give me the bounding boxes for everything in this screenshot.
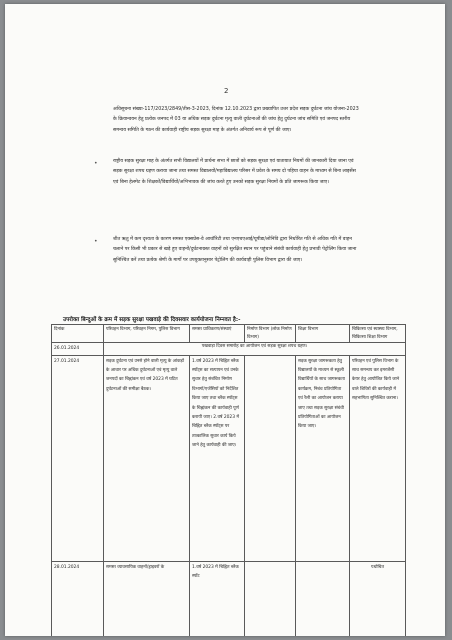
cell-health: परिवहन एवं पुलिस विभाग के साथ समन्वय कर इमरजेंसी केयर हेतु आयोजित किये जाने वाले शिविरों की कार्यवाही में सहभागिता सुनिश्चित कराना। (350, 355, 406, 561)
header-construction: निर्माण विभाग (लोक निर्माण विभाग) (245, 325, 296, 343)
cell-transport-police: सड़क दुर्घटना एवं उनसे होने वाली मृत्यु के आंकड़ों के आधार पर अधिक दुर्घटनाओं एवं मृत्यु वाले जनपदों का चिह्नांकन एवं वर्ष 2023 में घटित दुर्घटनाओं की समीक्षा बैठक। (104, 355, 190, 561)
bullet-paragraph-winter-patrolling: शीत ऋतु में कम दृश्यता के कारण समस्त एक्सप्रेस-वे आथॉरिटी तथा एनएचएआई/यूपीडा/लोनिवि द्वारा निर्धारित गति से अधिक गति में वाहन चलाने पर किसी भी प्रकार से खड़े हुए वाहनों/दुर्घटनाग्रस्त वाहनों को सुरक्षित स्थान पर पहुंचाने संबंधी कार्यवाही हेतु प्रभावी पेट्रोलिंग किया जाना सुनिश्चित करें तथा प्रत्येक श्रेणी के मार्गों पर उपयुक्तानुसार पेट्रोलिंग की कार्यवाही पुलिस विभाग द्वारा की जाए। (113, 237, 357, 263)
table-header-row (52, 325, 406, 343)
cell-construction (245, 355, 296, 561)
bullet-paragraph-school-awareness: राष्ट्रीय सड़क सुरक्षा माह के अंतर्गत सभी विद्यालयों में प्रार्थना सभा में छात्रों को सड़क सुरक्षा एवं यातायात नियमों की जानकारी दिया जाना एवं सड़क सुरक्षा शपथ ग्रहण कराया जाना तथा समस्त विद्यालयों/महाविद्यालय परिसर में प्रवेश के समय दो पहिया वाहन के माध्यम से बिना लाइसेंस एवं बिना हेलमेट के शिक्षकों/विद्यार्थियों/अभिभावक की जांच करते हुए उनको सड़क सुरक्षा नियमों के प्रति जागरूक किया जाए। (113, 159, 356, 185)
intro-paragraph: अधिसूचना संख्या-117/2023/2849/तीस-3-2023, दिनांक 12.10.2023 द्वारा प्रख्यापित उत्तर प्रदेश सड़क दुर्घटना जांच योजना-2023 के क्रियान्वयन हेतु प्रत्येक जनपद में 03 या अधिक सड़क दुर्घटना मृत्यु वाली दुर्घटनाओं की जांच हेतु दुर्घटना जांच समिति एवं जनपद स्तरीय समन्वय समिति के गठन की कार्यवाही राष्ट्रीय सड़क सुरक्षा माह के अंतर्गत अनिवार्य रूप से पूर्ण की जाए। (113, 107, 359, 133)
cell-education: सड़क सुरक्षा जागरूकता हेतु विद्यालयों के माध्यम से स्कूली विद्यार्थियों के साथ जागरूकता कार्यक्रम, निबंध प्रतियोगिता एवं रैली का आयोजन कराया जाए तथा सड़क सुरक्षा संबंधी प्रतियोगिताओं का आयोजन किया जाए। (296, 355, 350, 561)
action-plan-table (51, 324, 406, 636)
header-date: दिनांक (52, 325, 104, 343)
table-row (52, 561, 406, 636)
table-row (52, 343, 406, 355)
header-health: चिकित्सा एवं स्वास्थ्य विभाग, चिकित्सा शिक्षा विभाग (350, 325, 406, 343)
cell-date: 26.01.2024 (52, 343, 104, 355)
cell-authorities: 1.वर्ष 2023 में चिह्नित ब्लैक स्पॉट्स का सत्यापन एवं उनके सुधार हेतु संबंधित निर्माण विभागों/एजेंसियों को निर्देशित किया जाए तथा ब्लैक स्पॉट्स के चिह्नांकन की कार्यवाही पूर्ण करायी जाए। 2.वर्ष 2023 में चिह्नित ब्लैक स्पॉट्स पर तात्कालिक सुधार कार्य किये जाने हेतु कार्यवाही की जाए। (190, 355, 245, 561)
cell-date: 28.01.2024 (52, 561, 104, 636)
bullet-symbol: • (94, 160, 98, 167)
table-heading: उपरोक्त बिन्दुओं के क्रम में सड़क सुरक्षा पखवाड़े की दिवसवार कार्ययोजना निम्नवत है:- (63, 317, 241, 323)
cell-transport-police: समस्त व्यावसायिक वाहनों/ड्राइवरों के (104, 561, 190, 636)
cell-education (296, 561, 350, 636)
cell-merged-activity: पखवाड़ा दिवस समारोह का आयोजन एवं सड़क सुरक्षा शपथ ग्रहण। (104, 343, 406, 355)
header-education: शिक्षा विभाग (296, 325, 350, 343)
cell-health: यथोचित (350, 561, 406, 636)
document-page (5, 4, 445, 636)
bullet-symbol: • (94, 238, 98, 245)
cell-construction (245, 561, 296, 636)
cell-date: 27.01.2024 (52, 355, 104, 561)
header-transport-police: परिवहन विभाग, परिवहन निगम, पुलिस विभाग (104, 325, 190, 343)
table-row (52, 355, 406, 561)
header-authorities: समस्त प्राधिकरण/संस्थाएं (190, 325, 245, 343)
cell-authorities: 1.वर्ष 2023 में चिह्नित ब्लैक स्पॉट (190, 561, 245, 636)
page-number: 2 (224, 87, 229, 95)
